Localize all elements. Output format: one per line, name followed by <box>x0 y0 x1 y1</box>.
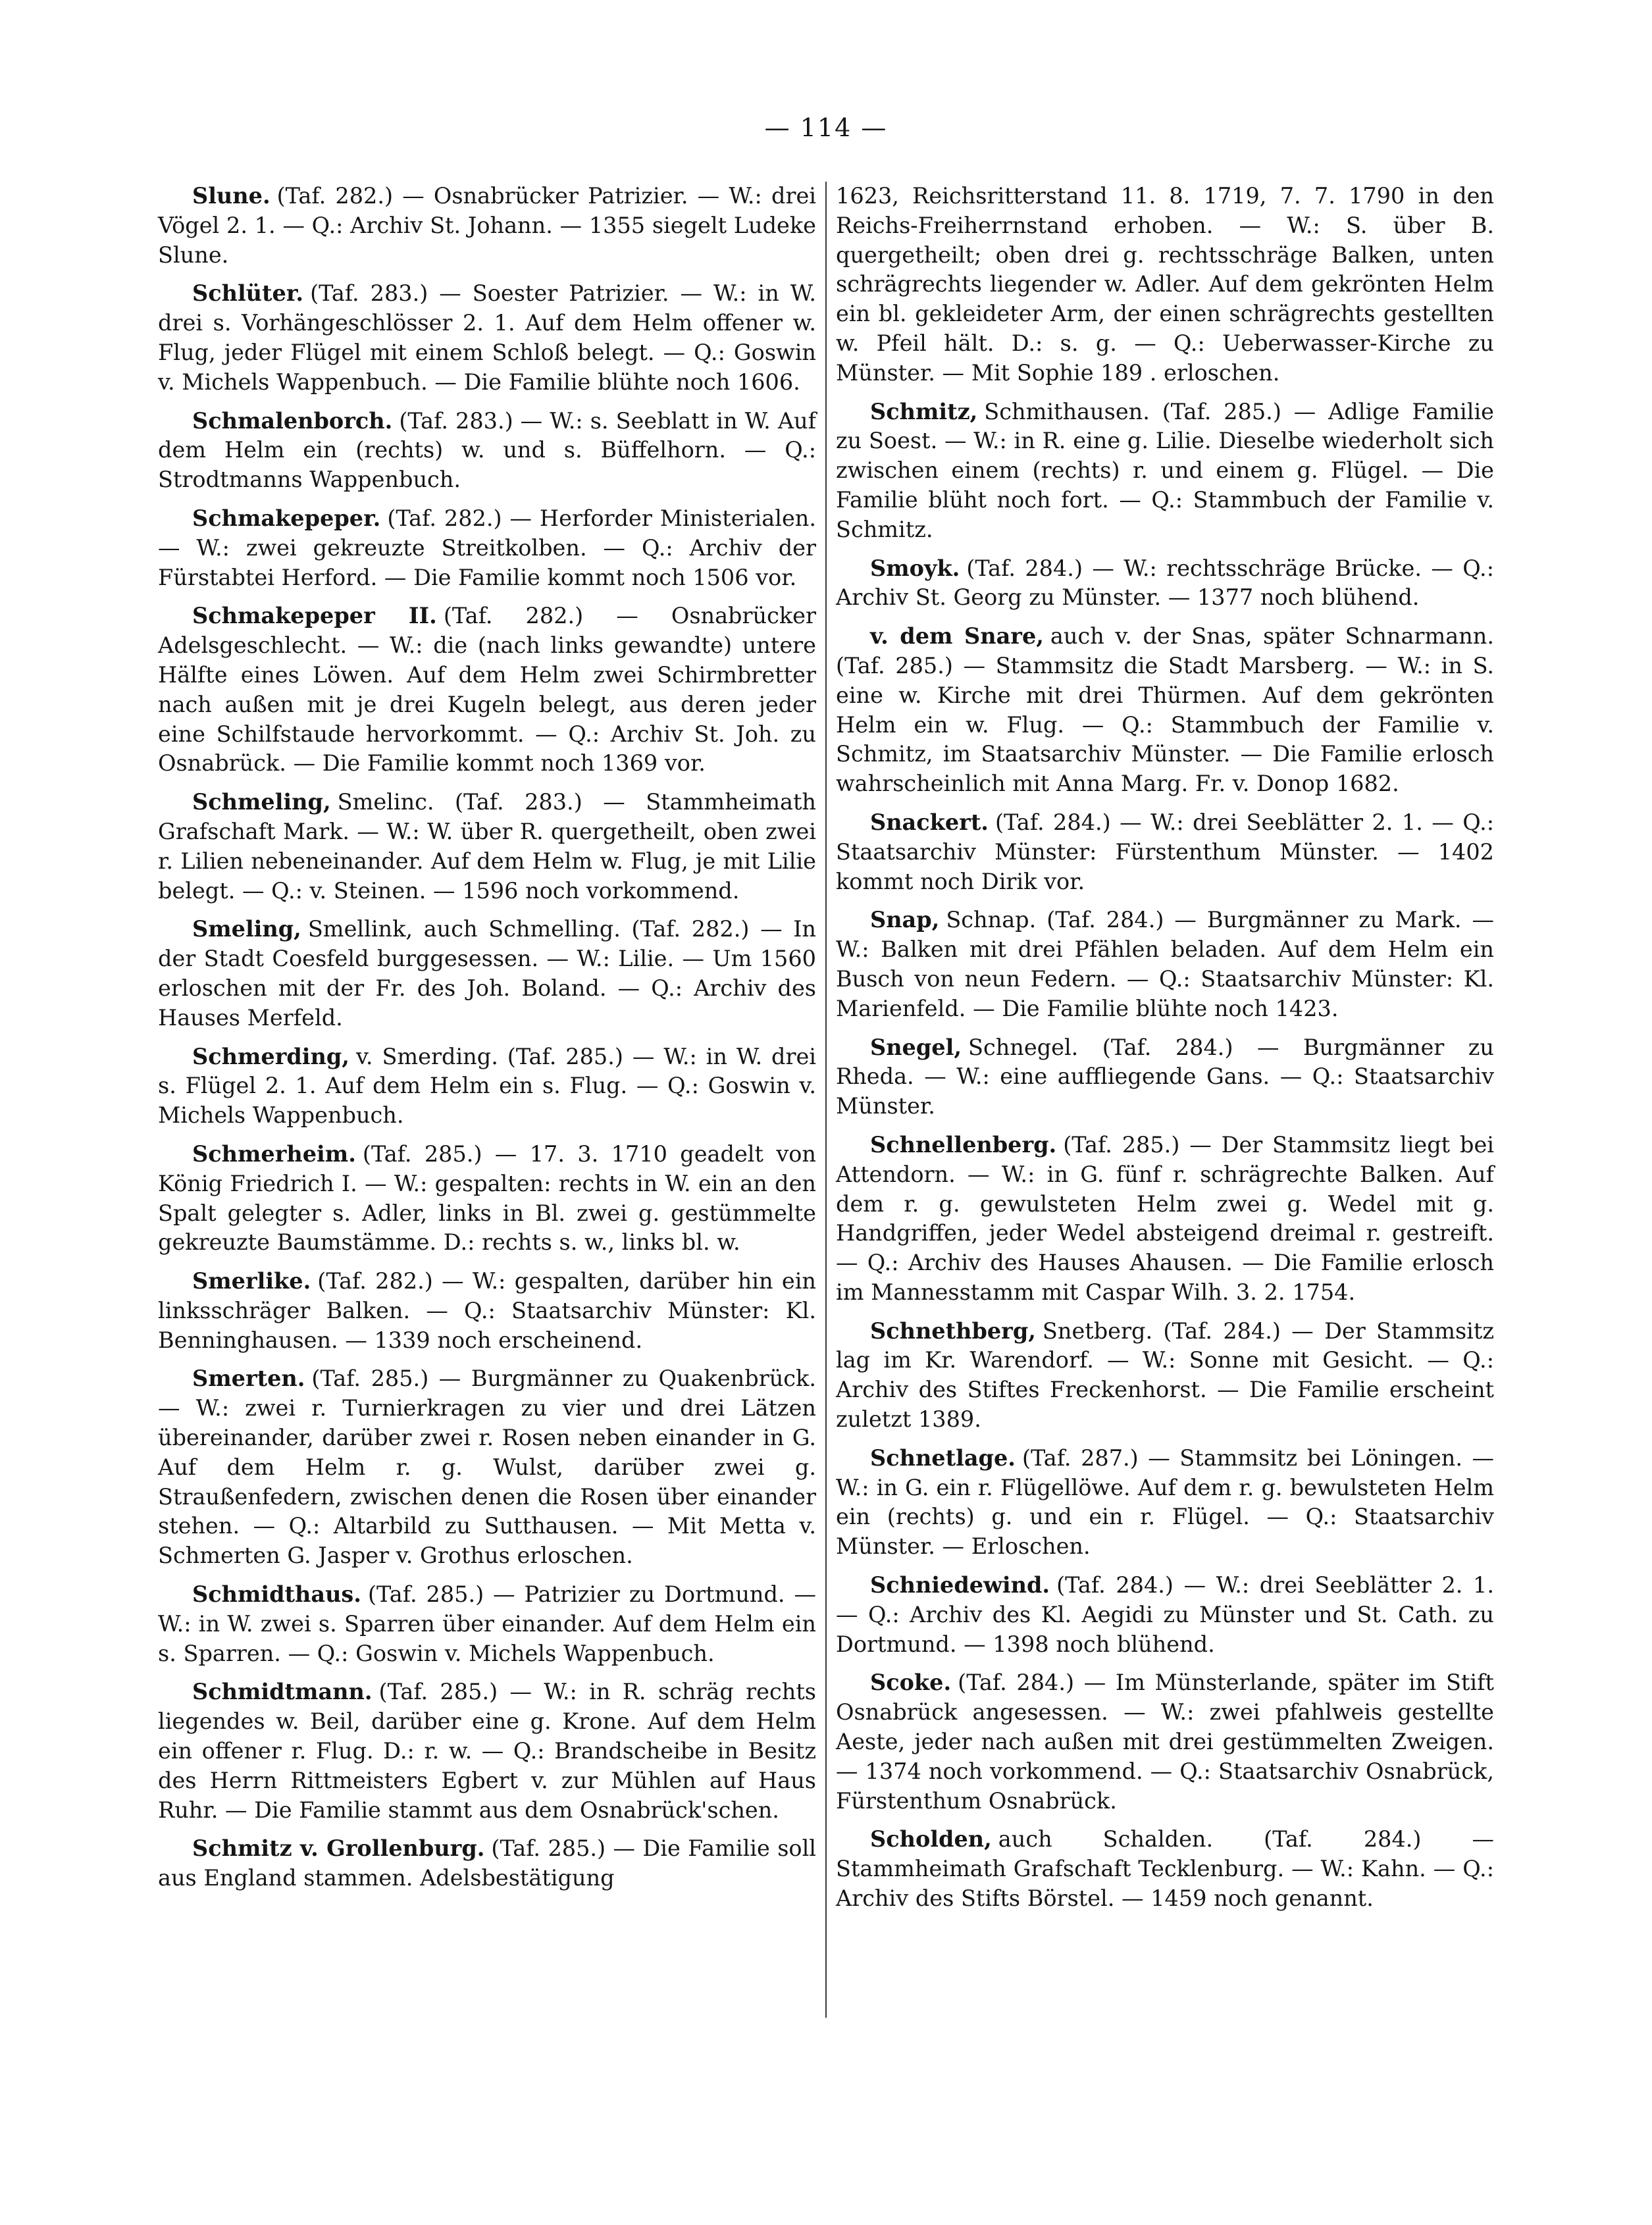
entry-text: Schnegel. (Taf. 284.) — Burgmänner zu Rheda. — W.: eine auffliegende Gans. — Q.: Staatsarchiv Münster. <box>836 1034 1494 1119</box>
entry <box>836 1131 1494 1308</box>
entry-text: (Taf. 285.) — 17. 3. 1710 geadelt von König Friedrich I. — W.: gespalten: rechts in W. ein an den Spalt gelegter s. Adler, links in Bl. zwei g. gestümmelte gekreuzte Baumstämme. D.: rechts s. w., links bl. w. <box>158 1140 816 1256</box>
entry <box>836 1444 1494 1562</box>
entry <box>158 1364 816 1571</box>
entry-head: Slune. <box>192 183 271 209</box>
entry-text: (Taf. 285.) — Die Familie soll aus England stammen. Adelsbestätigung <box>158 1835 816 1891</box>
entry-text: (Taf. 284.) — W.: drei Seeblätter 2. 1. — Q.: Staatsarchiv Münster: Fürstenthum Münster. — 1402 kommt noch Dirik vor. <box>836 809 1494 894</box>
entry-text: Schnap. (Taf. 284.) — Burgmänner zu Mark. — W.: Balken mit drei Pfählen beladen. Auf dem Helm ein Busch von neun Federn. — Q.: Staatsarchiv Münster: Kl. Marienfeld. — Die Familie blühte noch 1423. <box>836 907 1494 1021</box>
entry-text: (Taf. 283.) — Soester Patrizier. — W.: in W. drei s. Vorhängeschlösser 2. 1. Auf dem Helm offener w. Flug, jeder Flügel mit einem Schloß belegt. — Q.: Goswin v. Michels Wappenbuch. — Die Familie blühte noch 1606. <box>158 280 816 395</box>
entry-text: (Taf. 287.) — Stammsitz bei Löningen. — W.: in G. ein r. Flügellöwe. Auf dem r. g. bewulsteten Helm ein (rechts) g. und ein r. Flügel. — Q.: Staatsarchiv Münster. — Erloschen. <box>836 1445 1494 1560</box>
entry-text: 1623, Reichsritterstand 11. 8. 1719, 7. 7. 1790 in den Reichs-Freiherrnstand erhoben. — W.: S. über B. quergetheilt; oben drei g. rechtsschräge Balken, unten schrägrechts liegender w. Adler. Auf dem gekrönten Helm ein bl. gekleideter Arm, der einen schrägrechts gestellten w. Pfeil hält. D.: s. g. — Q.: Ueberwasser-Kirche zu Münster. — Mit Sophie 189 . erloschen. <box>836 183 1494 386</box>
left-column <box>158 182 816 1903</box>
entry-text: Smellink, auch Schmelling. (Taf. 282.) — In der Stadt Coesfeld burggesessen. — W.: Lilie. — Um 1560 erloschen mit der Fr. des Joh. Boland. — Q.: Archiv des Hauses Merfeld. <box>158 916 816 1031</box>
entry-text: (Taf. 285.) — Patrizier zu Dortmund. — W.: in W. zwei s. Sparren über einander. Auf dem Helm ein s. Sparren. — Q.: Goswin v. Michels Wappenbuch. <box>158 1581 816 1666</box>
entry-text: (Taf. 282.) — Osnabrücker Patrizier. — W.: drei Vögel 2. 1. — Q.: Archiv St. Johann. — 1355 siegelt Ludeke Slune. <box>158 183 816 268</box>
entry <box>158 788 816 906</box>
entry-head: Snap, <box>870 907 940 933</box>
entry-text: (Taf. 282.) — W.: gespalten, darüber hin ein linksschräger Balken. — Q.: Staatsarchiv Münster: Kl. Benninghausen. — 1339 noch erscheinend. <box>158 1268 816 1353</box>
entry <box>836 1571 1494 1659</box>
entry-head: Smoyk. <box>870 555 960 581</box>
entry-head: Scholden, <box>870 1826 992 1853</box>
entry <box>158 504 816 592</box>
entry <box>836 906 1494 1023</box>
entry-text: (Taf. 282.) — Herforder Ministerialen. — W.: zwei gekreuzte Streitkolben. — Q.: Archiv der Fürstabtei Herford. — Die Familie kommt noch 1506 vor. <box>158 505 816 590</box>
entry <box>158 601 816 779</box>
entry <box>158 1580 816 1668</box>
entry-head: Schmidthaus. <box>192 1581 361 1608</box>
entry-text: auch Schalden. (Taf. 284.) — Stammheimath Grafschaft Tecklenburg. — W.: Kahn. — Q.: Archiv des Stifts Börstel. — 1459 noch genannt. <box>836 1826 1494 1912</box>
entry-head: Schmakepeper II. <box>192 603 437 629</box>
entry <box>836 622 1494 799</box>
entry-head: v. dem Snare, <box>870 623 1044 650</box>
entry-head: Schmerding, <box>192 1043 349 1069</box>
entry <box>836 1825 1494 1913</box>
entry-head: Schnetlage. <box>870 1445 1016 1471</box>
entry-head: Smerten. <box>192 1366 305 1392</box>
entry-head: Scoke. <box>870 1670 952 1696</box>
entry-head: Schmitz v. Grollenburg. <box>192 1835 485 1862</box>
entry-head: Snackert. <box>870 809 989 835</box>
entry-text: (Taf. 284.) — W.: rechtsschräge Brücke. — Q.: Archiv St. Georg zu Münster. — 1377 noch blühend. <box>836 555 1494 611</box>
entry <box>836 808 1494 896</box>
entry <box>836 182 1494 388</box>
entry-text: Snetberg. (Taf. 284.) — Der Stammsitz lag im Kr. Warendorf. — W.: Sonne mit Gesicht. — Q.: Archiv des Stiftes Freckenhorst. — Die Familie erscheint zuletzt 1389. <box>836 1317 1494 1433</box>
entry <box>836 397 1494 545</box>
right-column <box>836 182 1494 1923</box>
entry <box>836 1317 1494 1435</box>
entry-text: (Taf. 285.) — Der Stammsitz liegt bei Attendorn. — W.: in G. fünf r. schrägrechte Balken. Auf dem r. g. gewulsteten Helm zwei g. Wedel mit g. Handgriffen, jeder Wedel absteigend dreimal r. gestreift. — Q.: Archiv des Hauses Ahausen. — Die Familie erlosch im Mannesstamm mit Caspar Wilh. 3. 2. 1754. <box>836 1131 1494 1305</box>
entry-head: Schmitz, <box>870 398 978 424</box>
entry-head: Schmakepeper. <box>192 505 381 531</box>
entry-text: Smelinc. (Taf. 283.) — Stammheimath Grafschaft Mark. — W.: W. über R. quergetheilt, oben zwei r. Lilien nebeneinander. Auf dem Helm w. Flug, je mit Lilie belegt. — Q.: v. Steinen. — 1596 noch vorkommend. <box>158 789 816 904</box>
column-divider <box>825 182 827 2018</box>
entry <box>836 1033 1494 1121</box>
entry-head: Smerlike. <box>192 1268 311 1294</box>
entry-text: v. Smerding. (Taf. 285.) — W.: in W. drei s. Flügel 2. 1. Auf dem Helm ein s. Flug. — Q.: Goswin v. Michels Wappenbuch. <box>158 1043 816 1129</box>
entry-text: (Taf. 282.) — Osnabrücker Adelsgeschlecht. — W.: die (nach links gewandte) untere Hälfte eines Löwen. Auf dem Helm zwei Schirmbretter nach außen mit je drei Kugeln belegt, aus deren jeder eine Schilfstaude hervorkommt. — Q.: Archiv St. Joh. zu Osnabrück. — Die Familie kommt noch 1369 vor. <box>158 603 816 777</box>
entry-head: Snegel, <box>870 1034 962 1060</box>
entry-text: (Taf. 285.) — Burgmänner zu Quakenbrück. — W.: zwei r. Turnierkragen zu vier und drei Lätzen übereinander, darüber zwei r. Rosen neben einander in G. Auf dem Helm r. g. Wulst, darüber zwei g. Straußenfedern, zwischen denen die Rosen über einander stehen. — Q.: Altarbild zu Sutthausen. — Mit Metta v. Schmerten G. Jasper v. Grothus erloschen. <box>158 1366 816 1569</box>
page-number: — 114 — <box>764 113 888 142</box>
entry-text: (Taf. 284.) — W.: drei Seeblätter 2. 1. — Q.: Archiv des Kl. Aegidi zu Münster und St. Cath. zu Dortmund. — 1398 noch blühend. <box>836 1572 1494 1657</box>
entry-head: Schmalenborch. <box>192 407 393 434</box>
entry-text: (Taf. 285.) — W.: in R. schräg rechts liegendes w. Beil, darüber eine g. Krone. Auf dem Helm ein offener r. Flug. D.: r. w. — Q.: Brandscheibe in Besitz des Herrn Rittmeisters Egbert v. zur Mühlen auf Haus Ruhr. — Die Familie stammt aus dem Osnabrück'schen. <box>158 1679 816 1823</box>
entry-text: (Taf. 284.) — Im Münsterlande, später im Stift Osnabrück angesessen. — W.: zwei pfahlweis gestellte Aeste, jeder nach außen mit drei gestümmelten Zweigen. — 1374 noch vorkommend. — Q.: Staatsarchiv Osnabrück, Fürstenthum Osnabrück. <box>836 1670 1494 1814</box>
entry-head: Schmeling, <box>192 789 331 815</box>
entry-text: Schmithausen. (Taf. 285.) — Adlige Familie zu Soest. — W.: in R. eine g. Lilie. Dieselbe wiederholt sich zwischen einem (rechts) r. und einem g. Flügel. — Die Familie blüht noch fort. — Q.: Stammbuch der Familie v. Schmitz. <box>836 398 1494 542</box>
entry-text: (Taf. 283.) — W.: s. Seeblatt in W. Auf dem Helm ein (rechts) w. und s. Büffelhorn. — Q.: Strodtmanns Wappenbuch. <box>158 407 816 493</box>
entry-head: Schlüter. <box>192 280 304 307</box>
entry <box>158 1042 816 1131</box>
entry <box>158 407 816 495</box>
entry-head: Smeling, <box>192 916 301 942</box>
entry <box>158 1267 816 1355</box>
entry <box>158 182 816 270</box>
entry <box>158 1834 816 1893</box>
entry <box>158 279 816 397</box>
entry <box>836 554 1494 613</box>
entry-head: Schnellenberg. <box>870 1131 1057 1158</box>
entry-head: Schmidtmann. <box>192 1679 373 1705</box>
entry-head: Schmerheim. <box>192 1140 356 1167</box>
entry <box>158 1677 816 1825</box>
entry <box>836 1668 1494 1816</box>
entry-text: auch v. der Snas, später Schnarmann. (Taf. 285.) — Stammsitz die Stadt Marsberg. — W.: in S. eine w. Kirche mit drei Thürmen. Auf dem gekrönten Helm ein w. Flug. — Q.: Stammbuch der Familie v. Schmitz, im Staatsarchiv Münster. — Die Familie erlosch wahrscheinlich mit Anna Marg. Fr. v. Donop 1682. <box>836 623 1494 797</box>
entry-head: Schniedewind. <box>870 1572 1050 1598</box>
entry-head: Schnethberg, <box>870 1317 1036 1344</box>
entry <box>158 915 816 1033</box>
entry <box>158 1140 816 1258</box>
